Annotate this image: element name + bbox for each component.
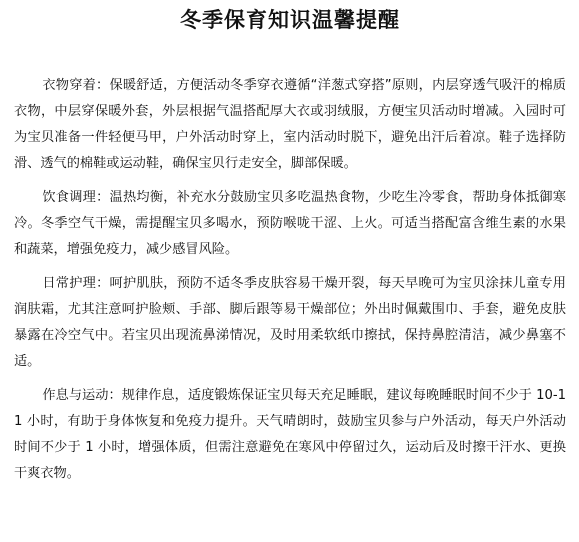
paragraph-diet: 饮食调理：温热均衡，补充水分鼓励宝贝多吃温热食物，少吃生冷零食，帮助身体抵御寒冷。冬季空气干燥，需提醒宝贝多喝水，预防喉咙干涩、上火。可适当搭配富含维生素的水果和蔬菜，增强免疫力，减少感冒风险。	[14, 190, 566, 257]
paragraph-routine-exercise: 作息与运动：规律作息，适度锻炼保证宝贝每天充足睡眠，建议每晚睡眠时间不少于 10-11 小时，有助于身体恢复和免疫力提升。天气晴朗时，鼓励宝贝参与户外活动，每天户外活动时间不少于 1 小时，增强体质，但需注意避免在寒风中停留过久，运动后及时擦干汗水、更换干爽衣物。	[14, 388, 566, 481]
paragraph-daily-care: 日常护理：呵护肌肤，预防不适冬季皮肤容易干燥开裂，每天早晚可为宝贝涂抹儿童专用润肤霜，尤其注意呵护脸颊、手部、脚后跟等易干燥部位；外出时佩戴围巾、手套，避免皮肤暴露在冷空气中。若宝贝出现流鼻涕情况，及时用柔软纸巾擦拭，保持鼻腔清洁，减少鼻塞不适。	[14, 276, 566, 369]
document-body	[14, 73, 566, 487]
document-title: 冬季保育知识温馨提醒	[180, 7, 400, 32]
paragraph-clothing: 衣物穿着：保暖舒适，方便活动冬季穿衣遵循“洋葱式穿搭”原则，内层穿透气吸汗的棉质衣物，中层穿保暖外套，外层根据气温搭配厚大衣或羽绒服，方便宝贝活动时增减。入园时可为宝贝准备一件轻便马甲，户外活动时穿上，室内活动时脱下，避免出汗后着凉。鞋子选择防滑、透气的棉鞋或运动鞋，确保宝贝行走安全，脚部保暖。	[14, 78, 566, 171]
